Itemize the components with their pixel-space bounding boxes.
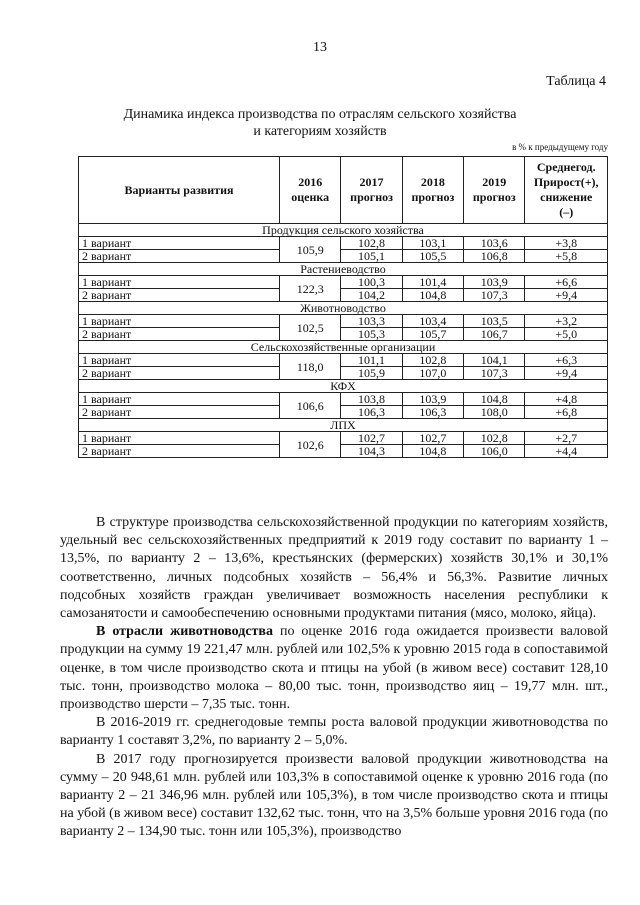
section-row bbox=[79, 263, 608, 276]
value-2019: 104,8 bbox=[464, 393, 525, 406]
value-2018: 102,7 bbox=[402, 432, 463, 445]
variant-label: 1 вариант bbox=[79, 393, 280, 406]
value-2017: 103,8 bbox=[341, 393, 402, 406]
variant-label: 1 вариант bbox=[79, 354, 280, 367]
value-2016: 102,6 bbox=[280, 432, 341, 458]
table-row bbox=[79, 328, 608, 341]
value-growth: +9,4 bbox=[525, 289, 608, 302]
paragraph: В структуре производства сельскохозяйственной продукции по категориям хозяйств, удельный вес сельскохозяйственных предприятий к 2019 году составит по варианту 1 – 13,5%, по варианту 2 – 13,6%, крестьянских (фермерских) хозяйств 30,1% и 30,1% соответственно, личных подсобных хозяйств – 56,4% и 56,3%. Развитие личных подсобных хозяйств граждан увеличивает возможность населения республики к самозанятости и самообеспечению основными продуктами питания (мясо, молоко, яйца). bbox=[60, 515, 608, 622]
paragraph: В 2016-2019 гг. среднегодовые темпы роста валовой продукции животноводства по варианту 1 составят 3,2%, по варианту 2 – 5,0%. bbox=[60, 715, 608, 749]
header-variants: Варианты развития bbox=[79, 157, 280, 224]
value-growth: +6,8 bbox=[525, 406, 608, 419]
value-2016: 122,3 bbox=[280, 276, 341, 302]
value-2017: 102,7 bbox=[341, 432, 402, 445]
table-row bbox=[79, 393, 608, 406]
variant-label: 2 вариант bbox=[79, 328, 280, 341]
value-2019: 103,6 bbox=[464, 237, 525, 250]
value-2016: 102,5 bbox=[280, 315, 341, 341]
value-2017: 102,8 bbox=[341, 237, 402, 250]
table-body bbox=[79, 224, 608, 458]
section-row bbox=[79, 341, 608, 354]
table-header-row bbox=[79, 157, 608, 224]
value-2018: 104,8 bbox=[402, 289, 463, 302]
title-line-1: Динамика индекса производства по отраслям сельского хозяйства bbox=[123, 107, 517, 122]
section-title: Сельскохозяйственные организации bbox=[79, 341, 608, 354]
value-2019: 106,7 bbox=[464, 328, 525, 341]
section-title: ЛПХ bbox=[79, 419, 608, 432]
paragraph: В 2017 году прогнозируется произвести валовой продукции животноводства на сумму – 20 948,61 млн. рублей или 103,3% в сопоставимой оценке к уровню 2016 года (по варианту 2 – 21 346,96 млн. рублей или 105,3%), в том числе производство скота и птицы на убой (в живом весе) составит 132,62 тыс. тонн, что на 3,5% больше уровня 2016 года (по варианту 2 – 134,90 тыс. тонн или 105,3%), производство bbox=[60, 751, 608, 840]
variant-label: 1 вариант bbox=[79, 276, 280, 289]
value-2019: 107,3 bbox=[464, 289, 525, 302]
variant-label: 2 вариант bbox=[79, 250, 280, 263]
value-2019: 106,8 bbox=[464, 250, 525, 263]
value-2018: 104,8 bbox=[402, 445, 463, 458]
section-row bbox=[79, 419, 608, 432]
value-2019: 103,5 bbox=[464, 315, 525, 328]
value-2019: 104,1 bbox=[464, 354, 525, 367]
variant-label: 2 вариант bbox=[79, 289, 280, 302]
value-2016: 118,0 bbox=[280, 354, 341, 380]
section-row bbox=[79, 224, 608, 237]
table-row bbox=[79, 315, 608, 328]
section-row bbox=[79, 380, 608, 393]
variant-label: 2 вариант bbox=[79, 367, 280, 380]
table-label: Таблица 4 bbox=[546, 74, 606, 89]
table-row bbox=[79, 289, 608, 302]
value-2019: 103,9 bbox=[464, 276, 525, 289]
table-row bbox=[79, 367, 608, 380]
section-row bbox=[79, 302, 608, 315]
section-title: Продукция сельского хозяйства bbox=[79, 224, 608, 237]
value-growth: +4,8 bbox=[525, 393, 608, 406]
unit-note: в % к предыдущему году bbox=[512, 142, 608, 152]
value-2018: 101,4 bbox=[402, 276, 463, 289]
value-growth: +4,4 bbox=[525, 445, 608, 458]
header-growth: Среднегод. Прирост(+), снижение (–) bbox=[525, 157, 608, 224]
table-row bbox=[79, 445, 608, 458]
title-line-2: и категориям хозяйств bbox=[253, 124, 387, 139]
value-2017: 106,3 bbox=[341, 406, 402, 419]
variant-label: 2 вариант bbox=[79, 445, 280, 458]
value-2018: 106,3 bbox=[402, 406, 463, 419]
value-growth: +2,7 bbox=[525, 432, 608, 445]
header-2016: 2016 оценка bbox=[280, 157, 341, 224]
variant-label: 1 вариант bbox=[79, 315, 280, 328]
paragraph: В отрасли животноводства по оценке 2016 года ожидается произвести валовой продукции на сумму 19 221,47 млн. рублей или 102,5% к уровню 2015 года в сопоставимой оценке, в том числе производство скота и птицы на убой (в живом весе) составит 128,10 тыс. тонн, производство молока – 80,00 тыс. тонн, производство яиц – 19,77 млн. шт., производство шерсти – 7,35 тыс. тонн. bbox=[60, 624, 608, 713]
value-growth: +5,0 bbox=[525, 328, 608, 341]
value-growth: +6,3 bbox=[525, 354, 608, 367]
value-2019: 102,8 bbox=[464, 432, 525, 445]
value-2018: 105,5 bbox=[402, 250, 463, 263]
value-2018: 103,9 bbox=[402, 393, 463, 406]
page-number: 13 bbox=[313, 40, 327, 55]
section-title: Животноводство bbox=[79, 302, 608, 315]
value-2018: 107,0 bbox=[402, 367, 463, 380]
value-2017: 103,3 bbox=[341, 315, 402, 328]
value-2019: 107,3 bbox=[464, 367, 525, 380]
production-index-table bbox=[78, 156, 608, 458]
variant-label: 1 вариант bbox=[79, 237, 280, 250]
value-2017: 105,3 bbox=[341, 328, 402, 341]
value-growth: +3,8 bbox=[525, 237, 608, 250]
value-2018: 105,7 bbox=[402, 328, 463, 341]
table-row bbox=[79, 237, 608, 250]
table-row bbox=[79, 250, 608, 263]
value-2017: 104,2 bbox=[341, 289, 402, 302]
value-2017: 100,3 bbox=[341, 276, 402, 289]
table-row bbox=[79, 354, 608, 367]
value-2017: 105,1 bbox=[341, 250, 402, 263]
table-row bbox=[79, 406, 608, 419]
value-growth: +5,8 bbox=[525, 250, 608, 263]
variant-label: 1 вариант bbox=[79, 432, 280, 445]
header-2018: 2018 прогноз bbox=[402, 157, 463, 224]
table-title bbox=[60, 106, 580, 140]
header-2017: 2017 прогноз bbox=[341, 157, 402, 224]
value-2017: 105,9 bbox=[341, 367, 402, 380]
value-2018: 103,1 bbox=[402, 237, 463, 250]
value-2018: 103,4 bbox=[402, 315, 463, 328]
body-text bbox=[60, 514, 608, 842]
variant-label: 2 вариант bbox=[79, 406, 280, 419]
table-row bbox=[79, 276, 608, 289]
value-2016: 105,9 bbox=[280, 237, 341, 263]
value-growth: +9,4 bbox=[525, 367, 608, 380]
value-2017: 101,1 bbox=[341, 354, 402, 367]
table-row bbox=[79, 432, 608, 445]
value-2019: 106,0 bbox=[464, 445, 525, 458]
paragraph-bold-lead: В отрасли животноводства bbox=[96, 624, 273, 640]
section-title: КФХ bbox=[79, 380, 608, 393]
value-growth: +3,2 bbox=[525, 315, 608, 328]
section-title: Растениеводство bbox=[79, 263, 608, 276]
value-2016: 106,6 bbox=[280, 393, 341, 419]
value-2019: 108,0 bbox=[464, 406, 525, 419]
value-growth: +6,6 bbox=[525, 276, 608, 289]
value-2017: 104,3 bbox=[341, 445, 402, 458]
value-2018: 102,8 bbox=[402, 354, 463, 367]
header-2019: 2019 прогноз bbox=[464, 157, 525, 224]
